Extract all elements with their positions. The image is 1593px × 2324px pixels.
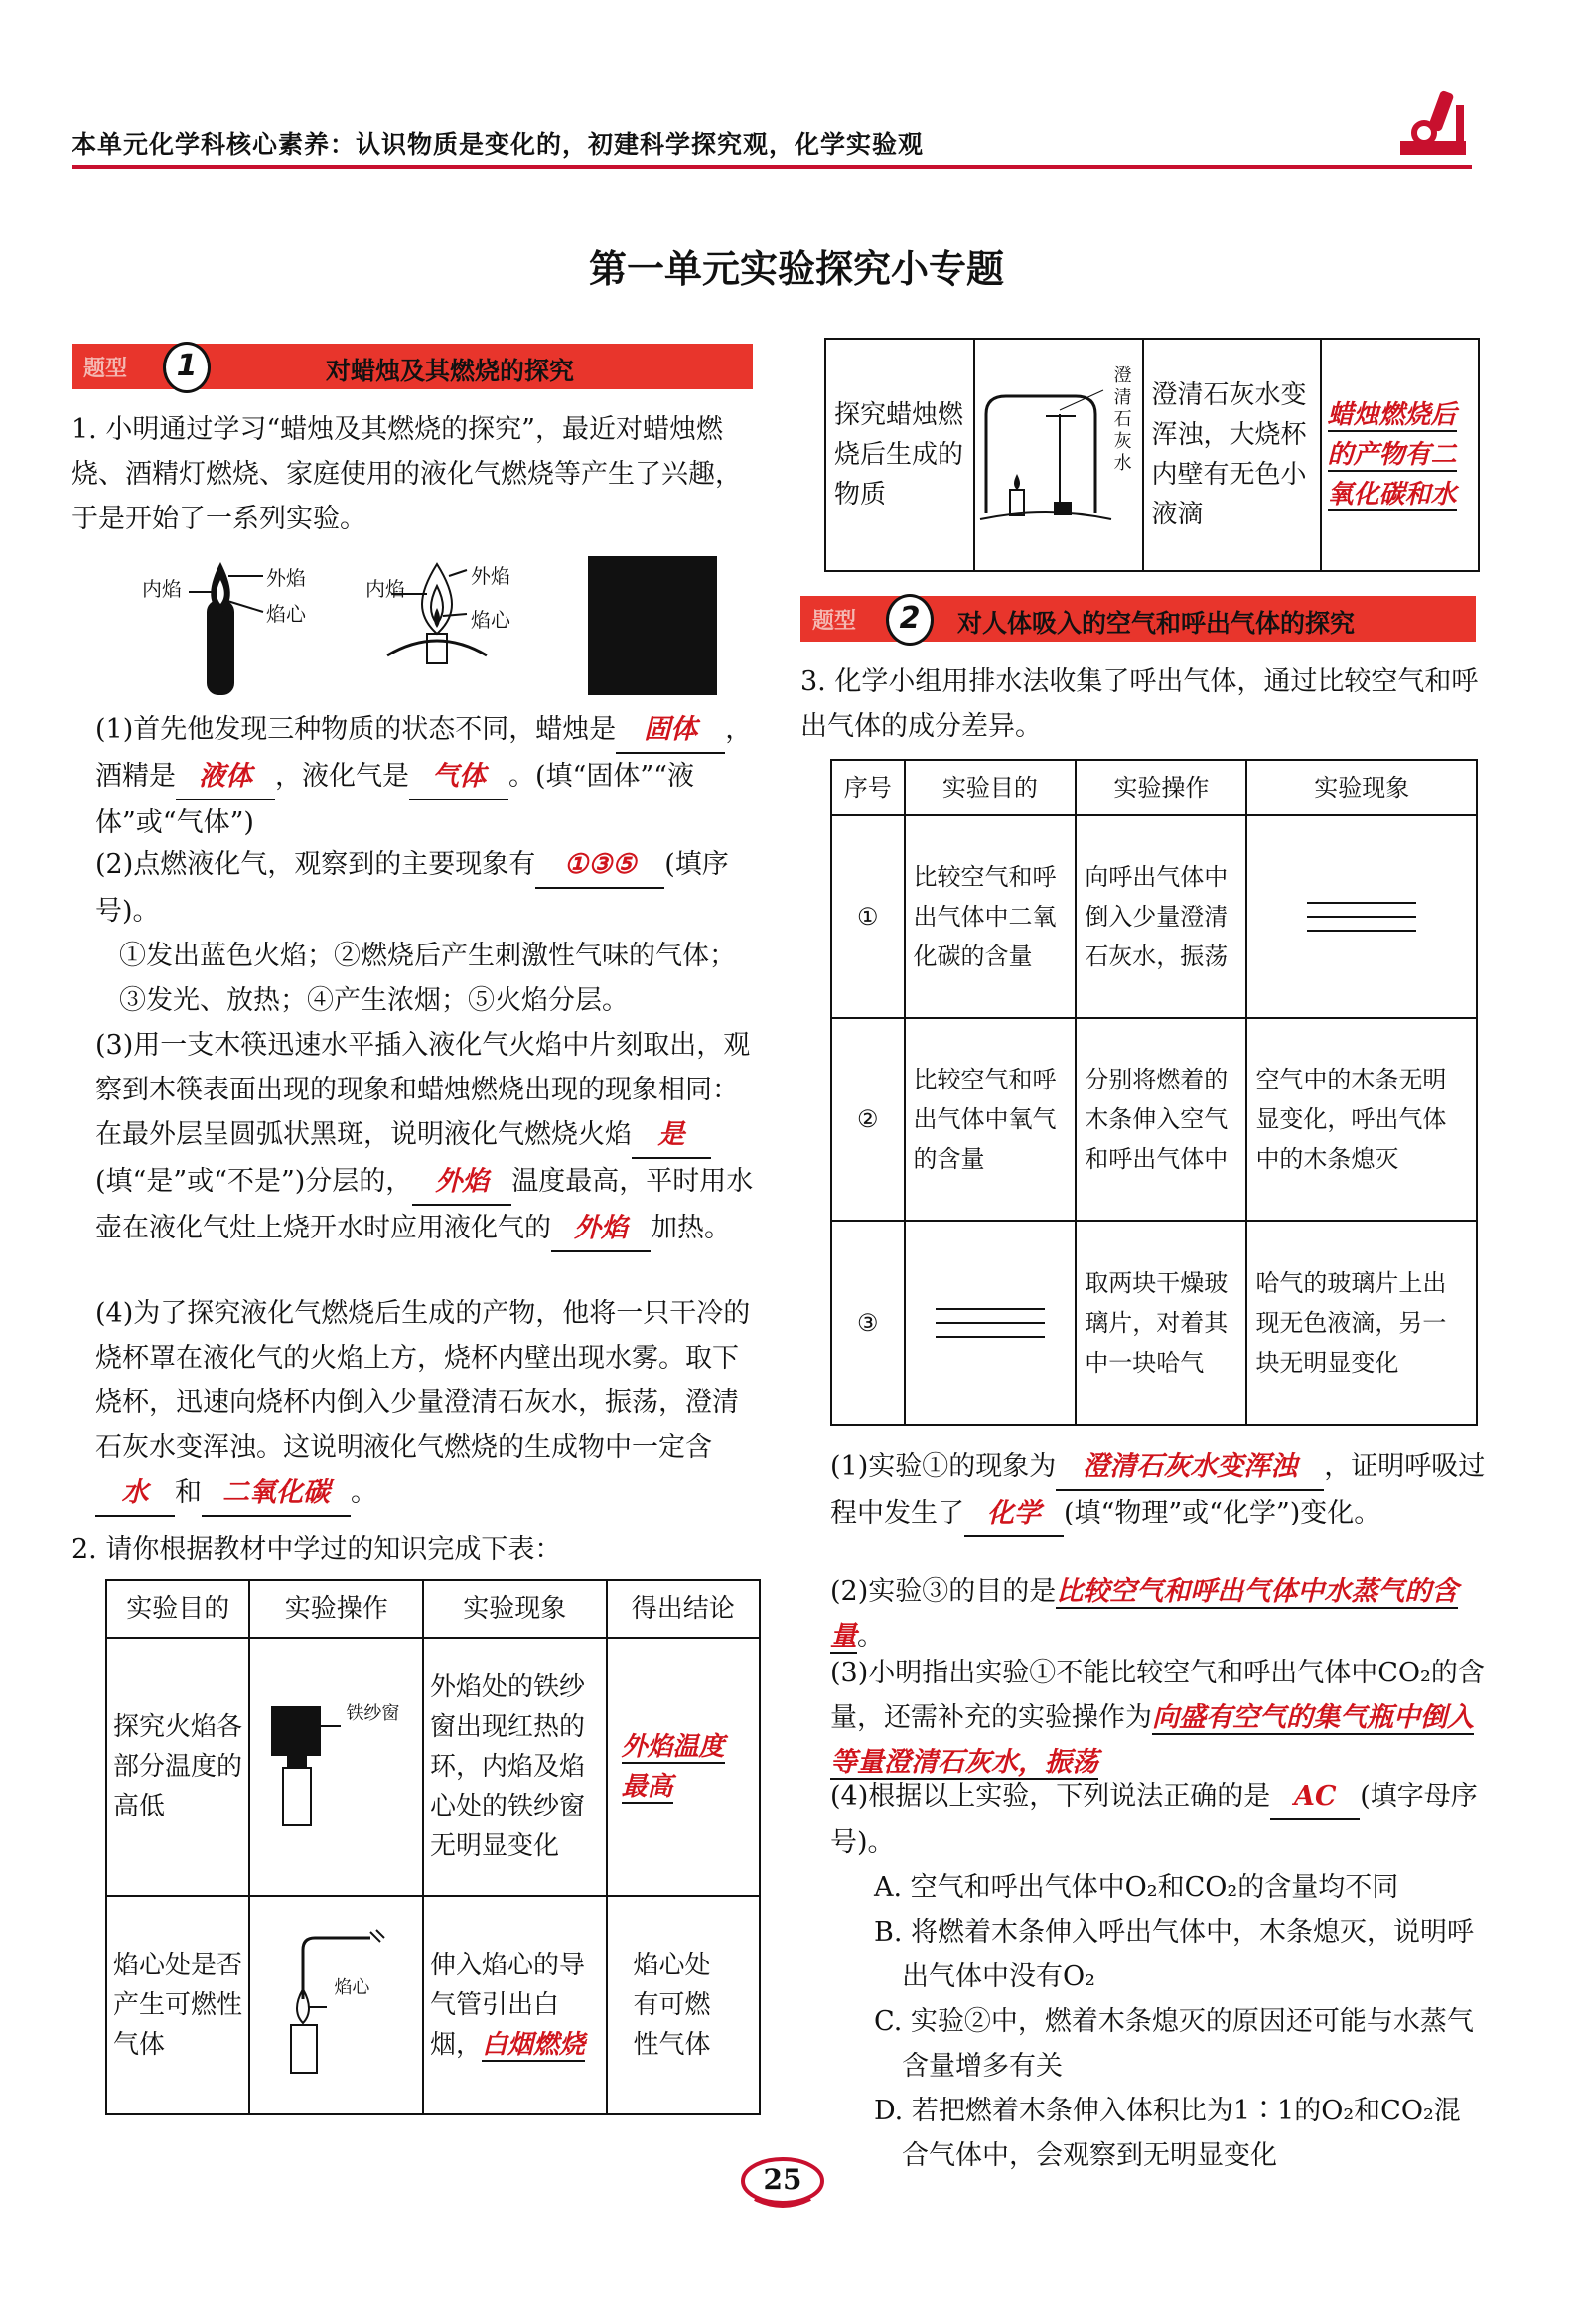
topic-tag: 题型 [812, 609, 857, 634]
fig2-core-label: 焰心 [471, 608, 510, 632]
page-title: 第一单元实验探究小专题 [588, 247, 1004, 291]
q3-s3-text-a: (3)小明指出实验①不能比较空气和呼出气体中CO₂的含量，还需补充的实验操作为 [830, 1658, 1485, 1733]
topic-label: 对人体吸入的空气和呼出气体的探究 [957, 609, 1356, 638]
q3-sub3 [830, 1651, 1486, 1785]
q3-sub1 [830, 1444, 1486, 1537]
answer-blank: ①③⑤ [535, 842, 664, 889]
header-rule [72, 165, 1472, 169]
answer-blank: 二氧化碳 [202, 1470, 351, 1517]
q1-part1 [95, 707, 757, 845]
table-header-row [831, 760, 1477, 815]
q1-p1-text-c: ，液化气是 [275, 761, 409, 792]
header-operation: 实验操作 [249, 1580, 423, 1638]
q3-s2-text-a: (2)实验③的目的是 [830, 1576, 1057, 1607]
header-phenomenon: 实验现象 [1246, 760, 1477, 815]
q3-s1-text-b: ，证明呼吸过程中发生了 [830, 1451, 1486, 1528]
flame-figures [129, 556, 725, 695]
q3-s2-text-b: 。 [857, 1621, 884, 1652]
table-row [825, 339, 1479, 571]
q1-p2-text-a: (2)点燃液化气，观察到的主要现象有 [95, 849, 536, 880]
fig1-outer-label: 外焰 [266, 566, 306, 590]
table-row [106, 1638, 760, 1896]
row2-purpose: 焰心处是否产生可燃性气体 [106, 1896, 249, 2114]
q1-p1-text-b: ，酒精是 [95, 714, 753, 792]
row-phenomenon-blank [1246, 815, 1477, 1018]
answer-blank: 外焰温度最高 [621, 1732, 725, 1802]
row-phenomenon: 空气中的木条无明显变化，呼出气体中的木条熄灭 [1246, 1018, 1477, 1221]
row2-conclusion: 焰心处有可燃性气体 [607, 1896, 761, 2114]
microscope-logo-icon [1394, 83, 1474, 163]
q3-s1-text-a: (1)实验①的现象为 [830, 1451, 1057, 1482]
table-header-row [106, 1580, 760, 1638]
q1-part2 [95, 842, 757, 1023]
q2-table-left [105, 1579, 761, 2115]
q1-intro: 1. 小明通过学习“蜡烛及其燃烧的探究”，最近对蜡烛燃烧、酒精灯燃烧、家庭使用的液化气燃烧等产生了兴趣，于是开始了一系列实验。 [72, 414, 742, 534]
q1-p1-text-a: (1)首先他发现三种物质的状态不同，蜡烛是 [95, 714, 617, 745]
row1-purpose: 探究火焰各部分温度的高低 [106, 1638, 249, 1896]
option-d: D. 若把燃着木条伸入体积比为1∶1的O₂和CO₂混合气体中，会观察到无明显变化 [874, 2096, 1461, 2171]
option-b: B. 将燃着木条伸入呼出气体中，木条熄灭，说明呼出气体中没有O₂ [874, 1917, 1475, 1992]
answer-blank: 澄清石灰水变浑浊 [1056, 1444, 1324, 1491]
row3-phenomenon: 澄清石灰水变浑浊，大烧杯内壁有无色小液滴 [1143, 339, 1321, 571]
gauze-label: 铁纱窗 [346, 1703, 400, 1724]
answer-blank: 向盛有空气的集气瓶中倒入等量澄清石灰水，振荡 [830, 1702, 1474, 1778]
row3-conclusion [1321, 339, 1479, 571]
topic-bar-2 [800, 596, 1476, 642]
table-row [831, 1221, 1477, 1425]
fig2-outer-label: 外焰 [471, 564, 510, 588]
q3-table [830, 759, 1478, 1426]
running-header [72, 117, 1472, 167]
row2-phenomenon [423, 1896, 607, 2114]
row-number: ③ [831, 1221, 905, 1425]
answer-blank: 外焰 [551, 1206, 651, 1252]
q2-intro: 2. 请你根据教材中学过的知识完成下表： [72, 1534, 562, 1565]
row2-phen-text: 伸入焰心的导气管引出白烟， [429, 1951, 585, 2060]
row-phenomenon: 哈气的玻璃片上出现无色液滴，另一块无明显变化 [1246, 1221, 1477, 1425]
fig1-core-label: 焰心 [266, 602, 306, 626]
answer-blank: 蜡烛燃烧后的产物有二氧化碳和水 [1327, 400, 1457, 509]
header-number: 序号 [831, 760, 905, 815]
q1-part3 [95, 1023, 757, 1252]
row3-operation [974, 339, 1143, 571]
candle-figure [189, 562, 263, 695]
answer-blank: 是 [632, 1112, 711, 1159]
q2-table-right [824, 338, 1480, 572]
row1-operation [249, 1638, 423, 1896]
header-text: 本单元化学科核心素养：认识物质是变化的，初建科学探究观，化学实验观 [72, 130, 925, 159]
answer-blank: 外焰 [412, 1159, 511, 1206]
header-conclusion: 得出结论 [607, 1580, 761, 1638]
row2-operation [249, 1896, 423, 2114]
q3-sub4 [830, 1774, 1486, 2178]
topic-tag: 题型 [83, 357, 128, 381]
row-purpose: 比较空气和呼出气体中二氧化碳的含量 [905, 815, 1077, 1018]
option-a: A. 空气和呼出气体中O₂和CO₂的含量均不同 [874, 1872, 1399, 1903]
table-row [106, 1896, 760, 2114]
q3-s1-text-c: (填“物理”或“化学”)变化。 [1064, 1498, 1381, 1528]
core-label: 焰心 [334, 1977, 370, 1998]
row-operation: 取两块干燥玻璃片，对着其中一块哈气 [1076, 1221, 1246, 1425]
page-number-badge [735, 2153, 830, 2213]
topic-label: 对蜡烛及其燃烧的探究 [326, 357, 575, 385]
option-c: C. 实验②中，燃着木条熄灭的原因还可能与水蒸气含量增多有关 [874, 2006, 1474, 2082]
answer-blank: 比较空气和呼出气体中水蒸气的含量 [830, 1576, 1459, 1652]
topic-bar-1 [72, 344, 753, 389]
question-1 [72, 407, 757, 541]
row-purpose-blank [905, 1221, 1077, 1425]
q3-s4-text-a: (4)根据以上实验，下列说法正确的是 [830, 1781, 1271, 1812]
q3-intro: 3. 化学小组用排水法收集了呼出气体，通过比较空气和呼出气体的成分差异。 [800, 666, 1479, 742]
answer-blank: 固体 [616, 707, 725, 754]
answer-blank: 气体 [409, 754, 508, 800]
q1-p2-text-b: (填序号)。 [95, 849, 729, 927]
row3-purpose: 探究蜡烛燃烧后生成的物质 [825, 339, 974, 571]
q1-part4 [95, 1291, 757, 1517]
row1-phenomenon: 外焰处的铁纱窗出现红热的环，内焰及焰心处的铁纱窗无明显变化 [423, 1638, 607, 1896]
q1-p1-text-d: 。(填“固体”“液体”或“气体”) [95, 761, 694, 838]
header-phenomenon: 实验现象 [423, 1580, 607, 1638]
q1-p4-text-a: (4)为了探究液化气燃烧后生成的产物，他将一只干冷的烧杯罩在液化气的火焰上方，烧杯内壁出现水雾。取下烧杯，迅速向烧杯内倒入少量澄清石灰水，振荡，澄清石灰水变浑浊。这说明液化气燃烧的生成物中一定含 [95, 1298, 751, 1463]
q1-p3-text-b: (填“是”或“不是”)分层的， [95, 1166, 413, 1197]
answer-blank: 液体 [176, 754, 275, 800]
q1-p3-text-a: (3)用一支木筷迅速水平插入液化气火焰中片刻取出，观察到木筷表面出现的现象和蜡烛燃烧出现的现象相同：在最外层呈圆弧状黑斑，说明液化气燃烧火焰 [95, 1030, 751, 1150]
fig2-inner-label: 内焰 [365, 577, 405, 601]
limewater-label: 澄清石灰水 [1113, 365, 1132, 474]
q1-p2-options: ①发出蓝色火焰；②燃烧后产生刺激性气味的气体；③发光、放热；④产生浓烟；⑤火焰分层。 [119, 941, 736, 1016]
answer-blank: 水 [95, 1470, 175, 1517]
row-purpose: 比较空气和呼出气体中氧气的含量 [905, 1018, 1077, 1221]
beaker-limewater-apparatus-icon [976, 374, 1115, 523]
row-operation: 向呼出气体中倒入少量澄清石灰水，振荡 [1076, 815, 1246, 1018]
header-operation: 实验操作 [1076, 760, 1246, 815]
q1-p4-text-b: 和 [175, 1477, 202, 1508]
answer-blank: 化学 [964, 1491, 1064, 1537]
row-number: ② [831, 1018, 905, 1221]
row-operation: 分别将燃着的木条伸入空气和呼出气体中 [1076, 1018, 1246, 1221]
page-number: 25 [763, 2163, 802, 2196]
answer-blank: 白烟燃烧 [481, 2030, 585, 2060]
q1-p3-text-d: 加热。 [651, 1213, 731, 1243]
answer-blank: AC [1270, 1774, 1360, 1820]
table-row [831, 815, 1477, 1018]
header-purpose: 实验目的 [106, 1580, 249, 1638]
q3-s4-text-b: (填字母序号)。 [830, 1781, 1478, 1858]
row1-conclusion [607, 1638, 761, 1896]
header-purpose: 实验目的 [905, 760, 1077, 815]
conduit-tube-apparatus-icon [251, 1920, 416, 2079]
q3-sub2 [830, 1569, 1486, 1659]
q1-p3-text-c: 温度最高，平时用水壶在液化气灶上烧开水时应用液化气的 [95, 1166, 754, 1243]
topic-number: 1 [163, 342, 211, 393]
table-row [831, 1018, 1477, 1221]
q1-p4-text-c: 。 [351, 1477, 377, 1508]
dark-photo-panel [588, 556, 717, 695]
topic-number: 2 [886, 594, 934, 646]
fig1-inner-label: 内焰 [142, 577, 182, 601]
row-number: ① [831, 815, 905, 1018]
